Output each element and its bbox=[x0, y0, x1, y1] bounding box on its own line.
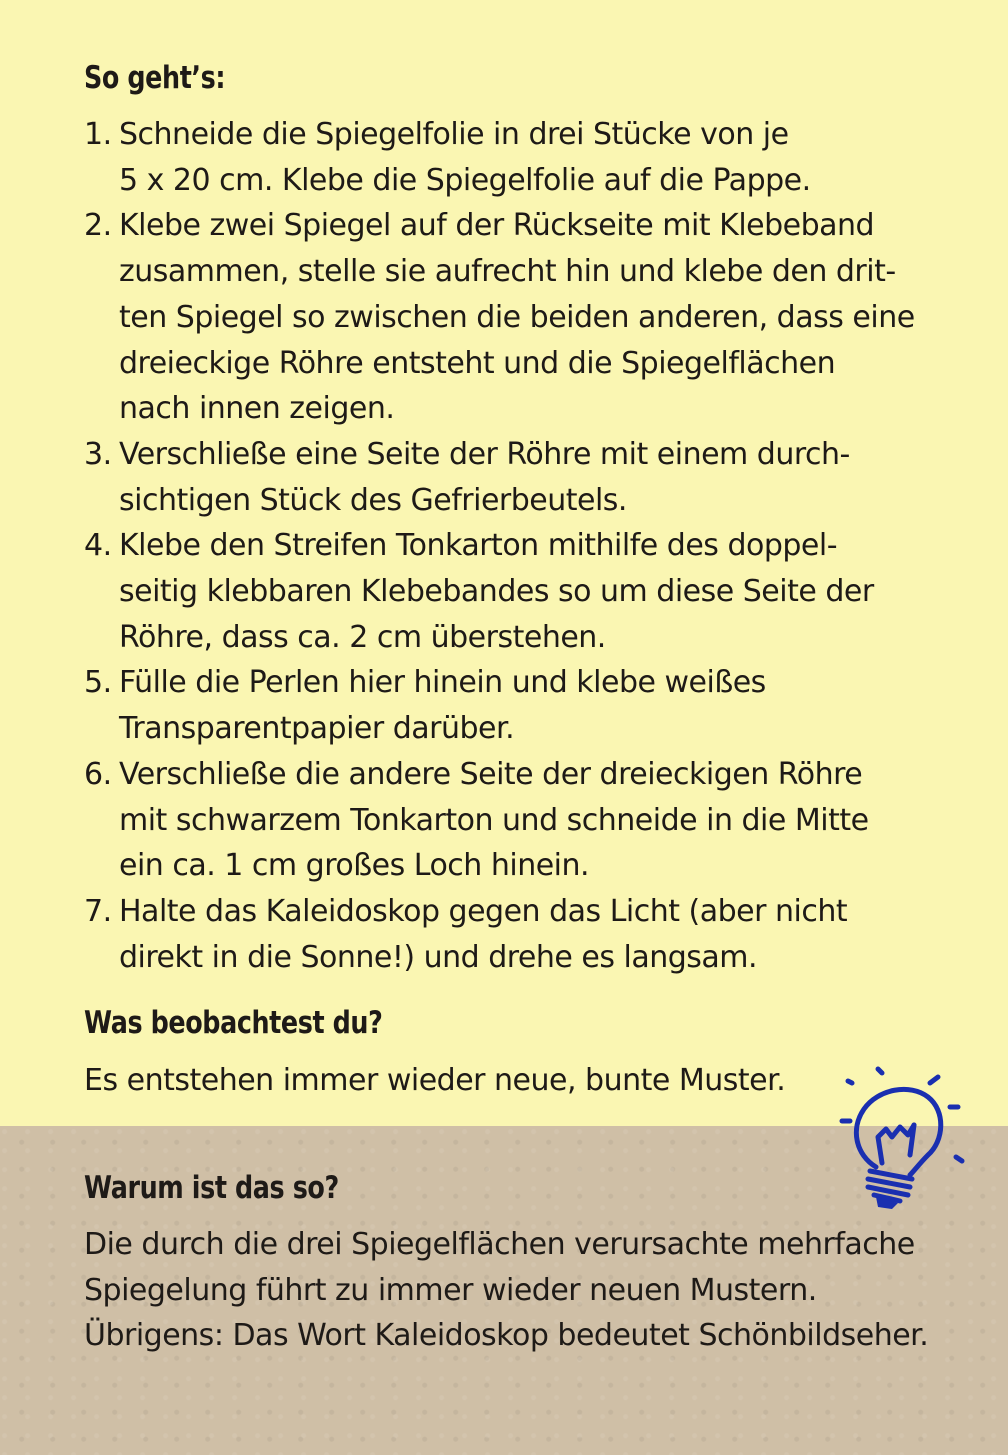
list-item bbox=[84, 432, 964, 523]
step-number: 4. bbox=[84, 528, 112, 564]
steps-list bbox=[84, 112, 964, 980]
observe-text: Es entstehen immer wieder neue, bunte Muster. bbox=[84, 1063, 786, 1098]
why-text: Die durch die drei Spiegelflächen verursachte mehrfache Spiegelung führt zu immer wieder neuen Mustern. Übrigens: Das Wort Kaleidoskop bedeutet Schönbildseher. bbox=[84, 1227, 929, 1353]
list-item bbox=[84, 203, 964, 432]
list-item bbox=[84, 112, 964, 203]
step-text: Schneide die Spiegelfolie in drei Stücke von je 5 x 20 cm. Klebe die Spiegelfolie auf die Pappe. bbox=[119, 117, 811, 198]
step-number: 5. bbox=[84, 665, 112, 701]
why-heading: Warum ist das so? bbox=[84, 1170, 339, 1206]
list-item bbox=[84, 523, 964, 660]
steps-heading: So geht’s: bbox=[84, 60, 226, 96]
step-text: Fülle die Perlen hier hinein und klebe weißes Transparentpapier darüber. bbox=[119, 665, 766, 747]
step-text: Halte das Kaleidoskop gegen das Licht (aber nicht direkt in die Sonne!) und drehe es langsam. bbox=[119, 893, 848, 975]
observe-heading: Was beobachtest du? bbox=[84, 1005, 383, 1041]
step-number: 7. bbox=[84, 893, 112, 929]
step-number: 2. bbox=[84, 208, 112, 244]
step-text: Klebe den Streifen Tonkarton mithilfe des doppel- seitig klebbaren Klebebandes so um diese Seite der Röhre, dass ca. 2 cm überstehen. bbox=[119, 528, 874, 655]
list-item bbox=[84, 660, 964, 751]
step-number: 1. bbox=[84, 117, 112, 152]
step-number: 3. bbox=[84, 436, 112, 472]
step-text: Verschließe eine Seite der Röhre mit einem durch- sichtigen Stück des Gefrierbeutels. bbox=[119, 436, 850, 518]
lightbulb-icon bbox=[838, 1063, 972, 1211]
list-item bbox=[84, 752, 964, 889]
step-text: Klebe zwei Spiegel auf der Rückseite mit Klebeband zusammen, stelle sie aufrecht hin und klebe den drit- ten Spiegel so zwischen die beiden anderen, dass eine dreieckige Röhre entsteht und die Spiegelflächen nach innen zeigen. bbox=[119, 208, 915, 427]
list-item bbox=[84, 889, 964, 980]
step-number: 6. bbox=[84, 756, 112, 792]
step-text: Verschließe die andere Seite der dreieckigen Röhre mit schwarzem Tonkarton und schneide in die Mitte ein ca. 1 cm großes Loch hinein. bbox=[119, 756, 869, 884]
